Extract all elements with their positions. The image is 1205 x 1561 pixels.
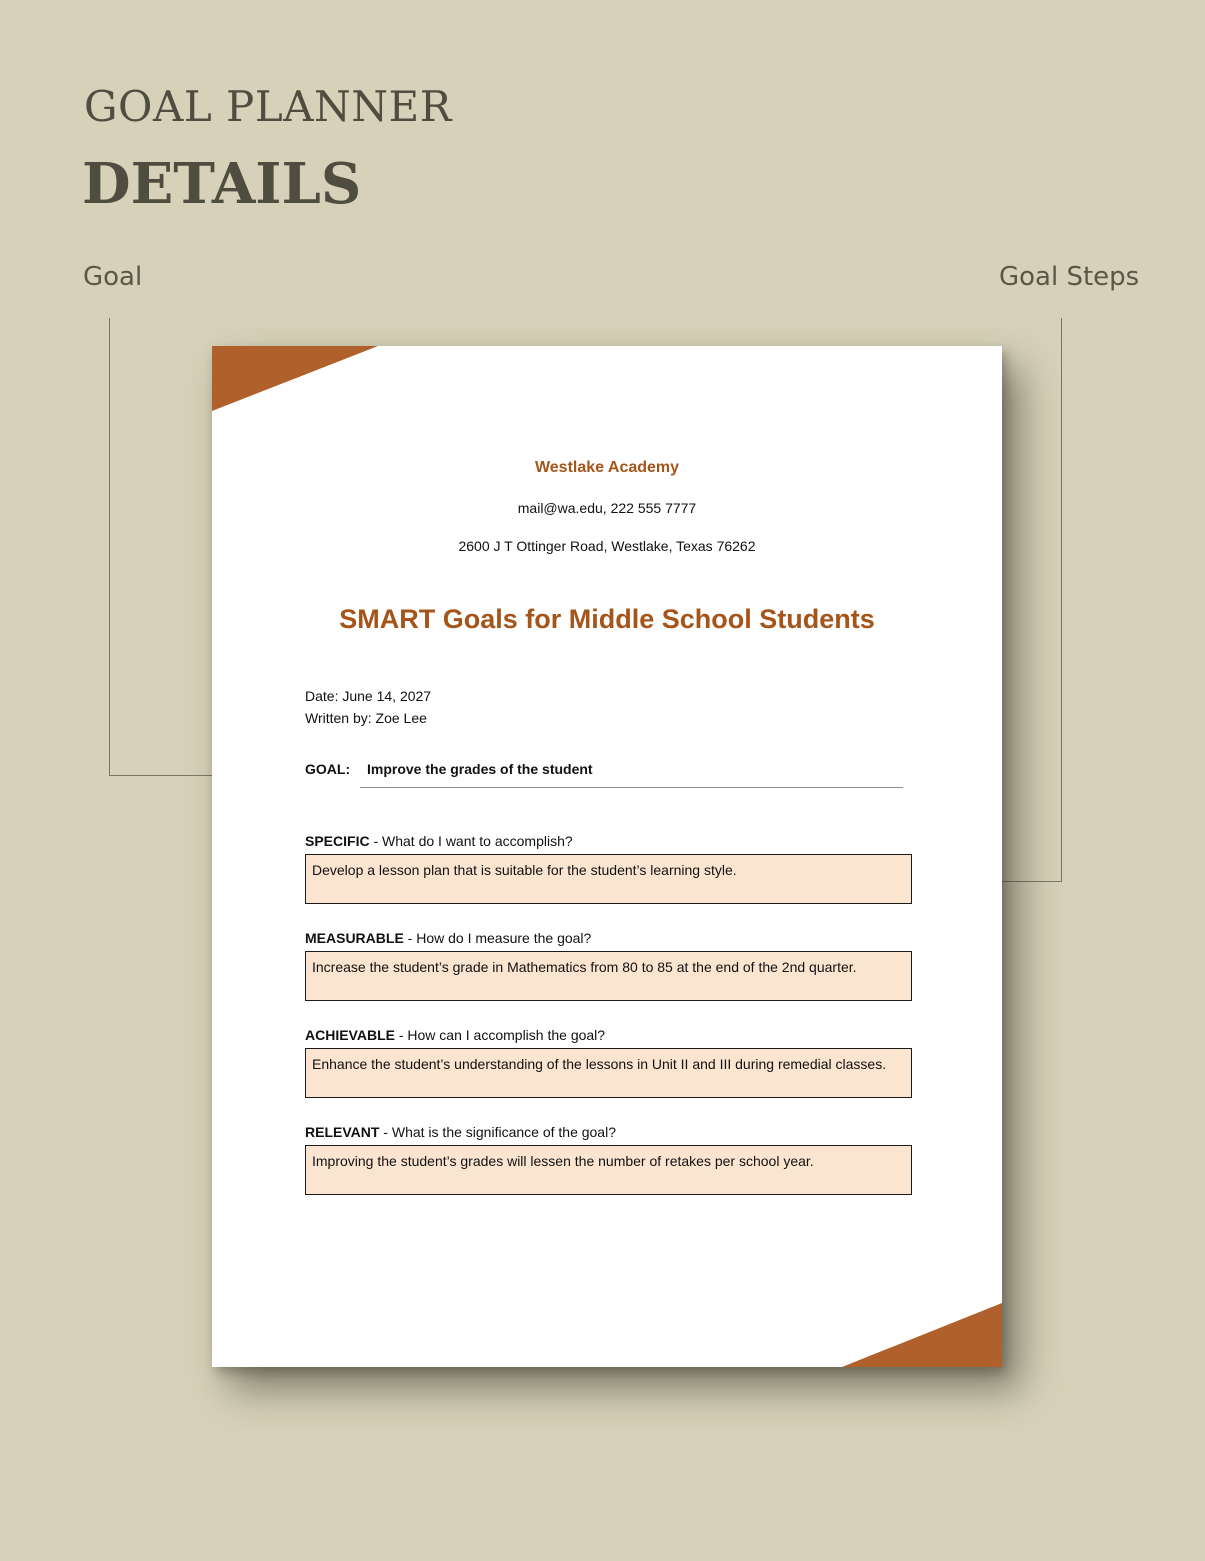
page-heading-line1: GOAL PLANNER	[84, 82, 452, 131]
org-address: 2600 J T Ottinger Road, Westlake, Texas 76262	[458, 538, 756, 554]
smart-question	[305, 930, 912, 947]
goal-underline	[360, 787, 903, 788]
callout-goal-label: Goal	[83, 262, 143, 292]
org-name: Westlake Academy	[534, 459, 680, 476]
smart-question	[305, 1027, 912, 1044]
smart-key: SPECIFIC	[305, 833, 370, 849]
smart-answer-box: Improving the student’s grades will lessen the number of retakes per school year.	[305, 1145, 912, 1195]
smart-key: ACHIEVABLE	[305, 1027, 395, 1043]
smart-question-text: - How do I measure the goal?	[403, 930, 592, 946]
smart-key: RELEVANT	[305, 1124, 380, 1140]
smart-question-text: - What do I want to accomplish?	[369, 833, 573, 849]
org-contact: mail@wa.edu, 222 555 7777	[517, 500, 697, 516]
top-left-corner-decoration	[212, 346, 382, 414]
smart-key: MEASURABLE	[305, 930, 404, 946]
page-heading-line2: DETAILS	[82, 151, 362, 217]
smart-section-achievable	[305, 1027, 912, 1098]
callout-goal-steps-label: Goal Steps	[999, 262, 1140, 292]
smart-question	[305, 833, 912, 850]
document-title: SMART Goals for Middle School Students	[339, 604, 875, 634]
smart-answer-box: Enhance the student’s understanding of the lessons in Unit II and III during remedial classes.	[305, 1048, 912, 1098]
smart-section-relevant	[305, 1124, 912, 1195]
smart-question-text: - What is the significance of the goal?	[379, 1124, 616, 1140]
smart-section-specific	[305, 833, 912, 904]
bottom-right-corner-decoration	[842, 1303, 1002, 1367]
callout-goal-steps-connector	[1000, 318, 1062, 882]
smart-answer-box: Increase the student’s grade in Mathematics from 80 to 85 at the end of the 2nd quarter.	[305, 951, 912, 1001]
goal-value: Improve the grades of the student	[367, 761, 593, 777]
document-date: Date: June 14, 2027	[305, 688, 432, 704]
smart-question	[305, 1124, 912, 1141]
document-author: Written by: Zoe Lee	[305, 710, 427, 726]
smart-question-text: - How can I accomplish the goal?	[394, 1027, 606, 1043]
callout-goal-connector	[109, 318, 216, 776]
goal-label: GOAL:	[305, 761, 351, 777]
smart-section-measurable	[305, 930, 912, 1001]
smart-answer-box: Develop a lesson plan that is suitable for the student’s learning style.	[305, 854, 912, 904]
document-page	[212, 346, 1002, 1367]
